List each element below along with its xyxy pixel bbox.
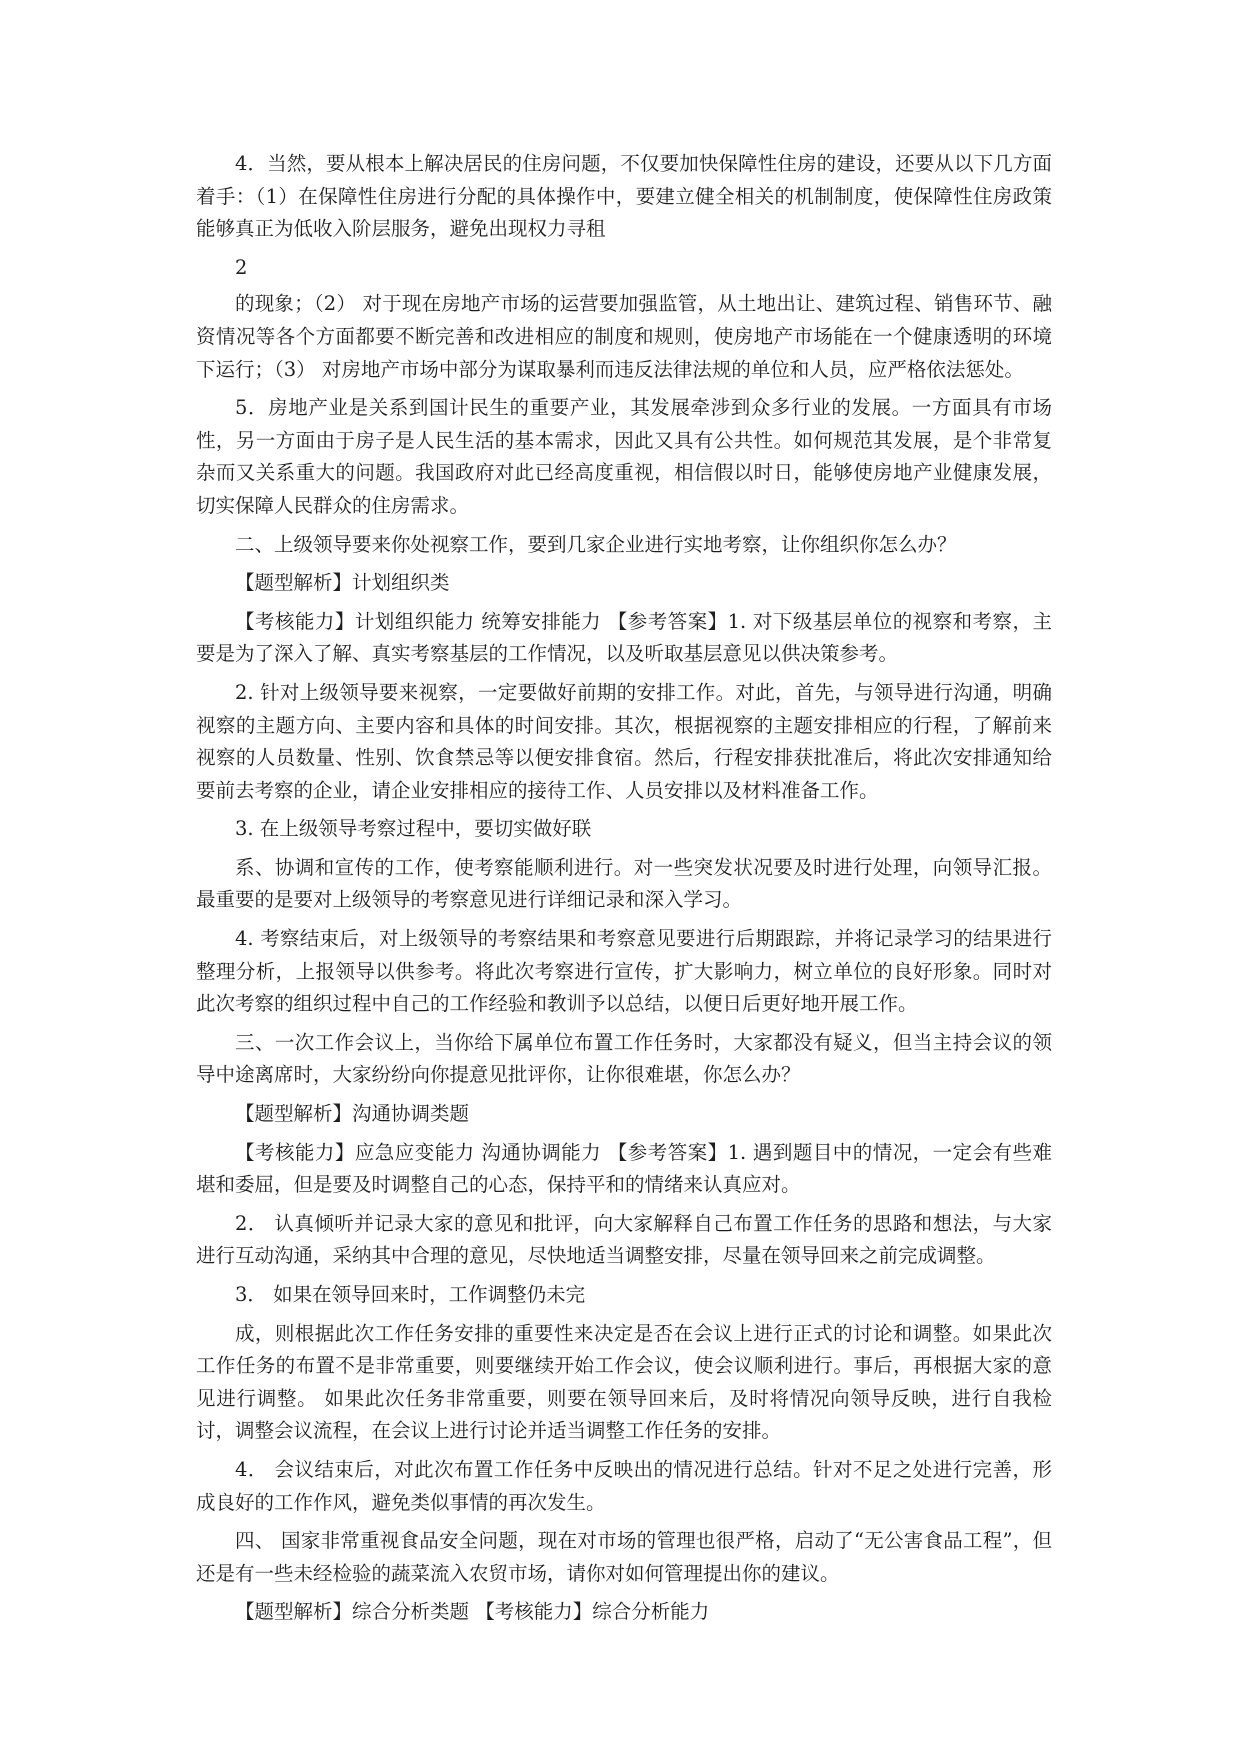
question-2-type: 【题型解析】计划组织类: [235, 571, 450, 595]
paragraph-housing-point-4: 4．当然，要从根本上解决居民的住房问题，不仅要加快保障性住房的建设，还要从以下几方面着手：（1）在保障性住房进行分配的具体操作中，要建立健全相关的机制制度，使保障性住房政策能够真正为低收入阶层服务，避免出现权力寻租: [196, 152, 1052, 241]
question-4-type-ability: 【题型解析】综合分析类题 【考核能力】综合分析能力: [235, 1600, 710, 1624]
question-4-heading: 四、 国家非常重视食品安全问题，现在对市场的管理也很严格，启动了“无公害食品工程”，但还是有一些未经检验的蔬菜流入农贸市场，请你对如何管理提出你的建议。: [196, 1529, 1052, 1585]
page-number: 2: [235, 255, 248, 279]
question-3-answer-3-continued: 成，则根据此次工作任务安排的重要性来决定是否在会议上进行正式的讨论和调整。如果此次工作任务的布置不是非常重要，则要继续开始工作会议，使会议顺利进行。事后，再根据大家的意见进行调整。 如果此次任务非常重要，则要在领导回来后，及时将情况向领导反映，进行自我检讨，调整会议流程，在会议上进行讨论并适当调整工作任务的安排。: [196, 1321, 1052, 1443]
question-3-answer-3: 3． 如果在领导回来时，工作调整仍未完: [235, 1283, 586, 1306]
question-3-answer-2: 2． 认真倾听并记录大家的意见和批评，向大家解释自己布置工作任务的思路和想法，与大家进行互动沟通，采纳其中合理的意见，尽快地适当调整安排，尽量在领导回来之前完成调整。: [196, 1211, 1052, 1268]
question-3-heading: 三、一次工作会议上，当你给下属单位布置工作任务时，大家都没有疑义，但当主持会议的领导中途离席时，大家纷纷向你提意见批评你，让你很难堪，你怎么办？: [196, 1030, 1052, 1087]
paragraph-housing-point-5: 5．房地产业是关系到国计民生的重要产业，其发展牵涉到众多行业的发展。一方面具有市场性，另一方面由于房子是人民生活的基本需求，因此又具有公共性。如何规范其发展，是个非常复杂而又关系重大的问题。我国政府对此已经高度重视，相信假以时日，能够使房地产业健康发展，切实保障人民群众的住房需求。: [196, 396, 1052, 517]
paragraph-housing-point-4-continued: 的现象；（2） 对于现在房地产市场的运营要加强监管，从土地出让、建筑过程、销售环节、融资情况等各个方面都要不断完善和改进相应的制度和规则，使房地产市场能在一个健康透明的环境下运行；（3） 对房地产市场中部分为谋取暴利而违反法律法规的单位和人员，应严格依法惩处。: [196, 292, 1052, 381]
question-2-heading: 二、上级领导要来你处视察工作，要到几家企业进行实地考察，让你组织你怎么办？: [235, 532, 957, 556]
question-3-type: 【题型解析】沟通协调类题: [235, 1102, 470, 1126]
question-3-ability-answer-1: 【考核能力】应急应变能力 沟通协调能力 【参考答案】1. 遇到题目中的情况，一定会有些难堪和委屈，但是要及时调整自己的心态，保持平和的情绪来认真应对。: [196, 1140, 1052, 1197]
question-2-ability-answer-1: 【考核能力】计划组织能力 统筹安排能力 【参考答案】1. 对下级基层单位的视察和考察，主要是为了深入了解、真实考察基层的工作情况，以及听取基层意见以供决策参考。: [196, 609, 1052, 666]
question-2-answer-3-continued: 系、协调和宣传的工作，使考察能顺利进行。对一些突发状况要及时进行处理，向领导汇报。最重要的是要对上级领导的考察意见进行详细记录和深入学习。: [196, 855, 1052, 912]
question-3-answer-4: 4． 会议结束后，对此次布置工作任务中反映出的情况进行总结。针对不足之处进行完善，形成良好的工作作风，避免类似事情的再次发生。: [196, 1457, 1052, 1514]
question-2-answer-4: 4. 考察结束后，对上级领导的考察结果和考察意见要进行后期跟踪，并将记录学习的结果进行整理分析，上报领导以供参考。将此次考察进行宣传，扩大影响力，树立单位的良好形象。同时对此次考察的组织过程中自己的工作经验和教训予以总结，以便日后更好地开展工作。: [196, 927, 1052, 1016]
document-page: [196, 148, 1052, 1635]
question-2-answer-2: 2. 针对上级领导要来视察，一定要做好前期的安排工作。对此，首先，与领导进行沟通，明确视察的主题方向、主要内容和具体的时间安排。其次，根据视察的主题安排相应的行程，了解前来视察的人员数量、性别、饮食禁忌等以便安排食宿。然后，行程安排获批准后，将此次安排通知给要前去考察的企业，请企业安排相应的接待工作、人员安排以及材料准备工作。: [196, 680, 1052, 802]
question-2-answer-3: 3. 在上级领导考察过程中，要切实做好联: [235, 817, 592, 841]
